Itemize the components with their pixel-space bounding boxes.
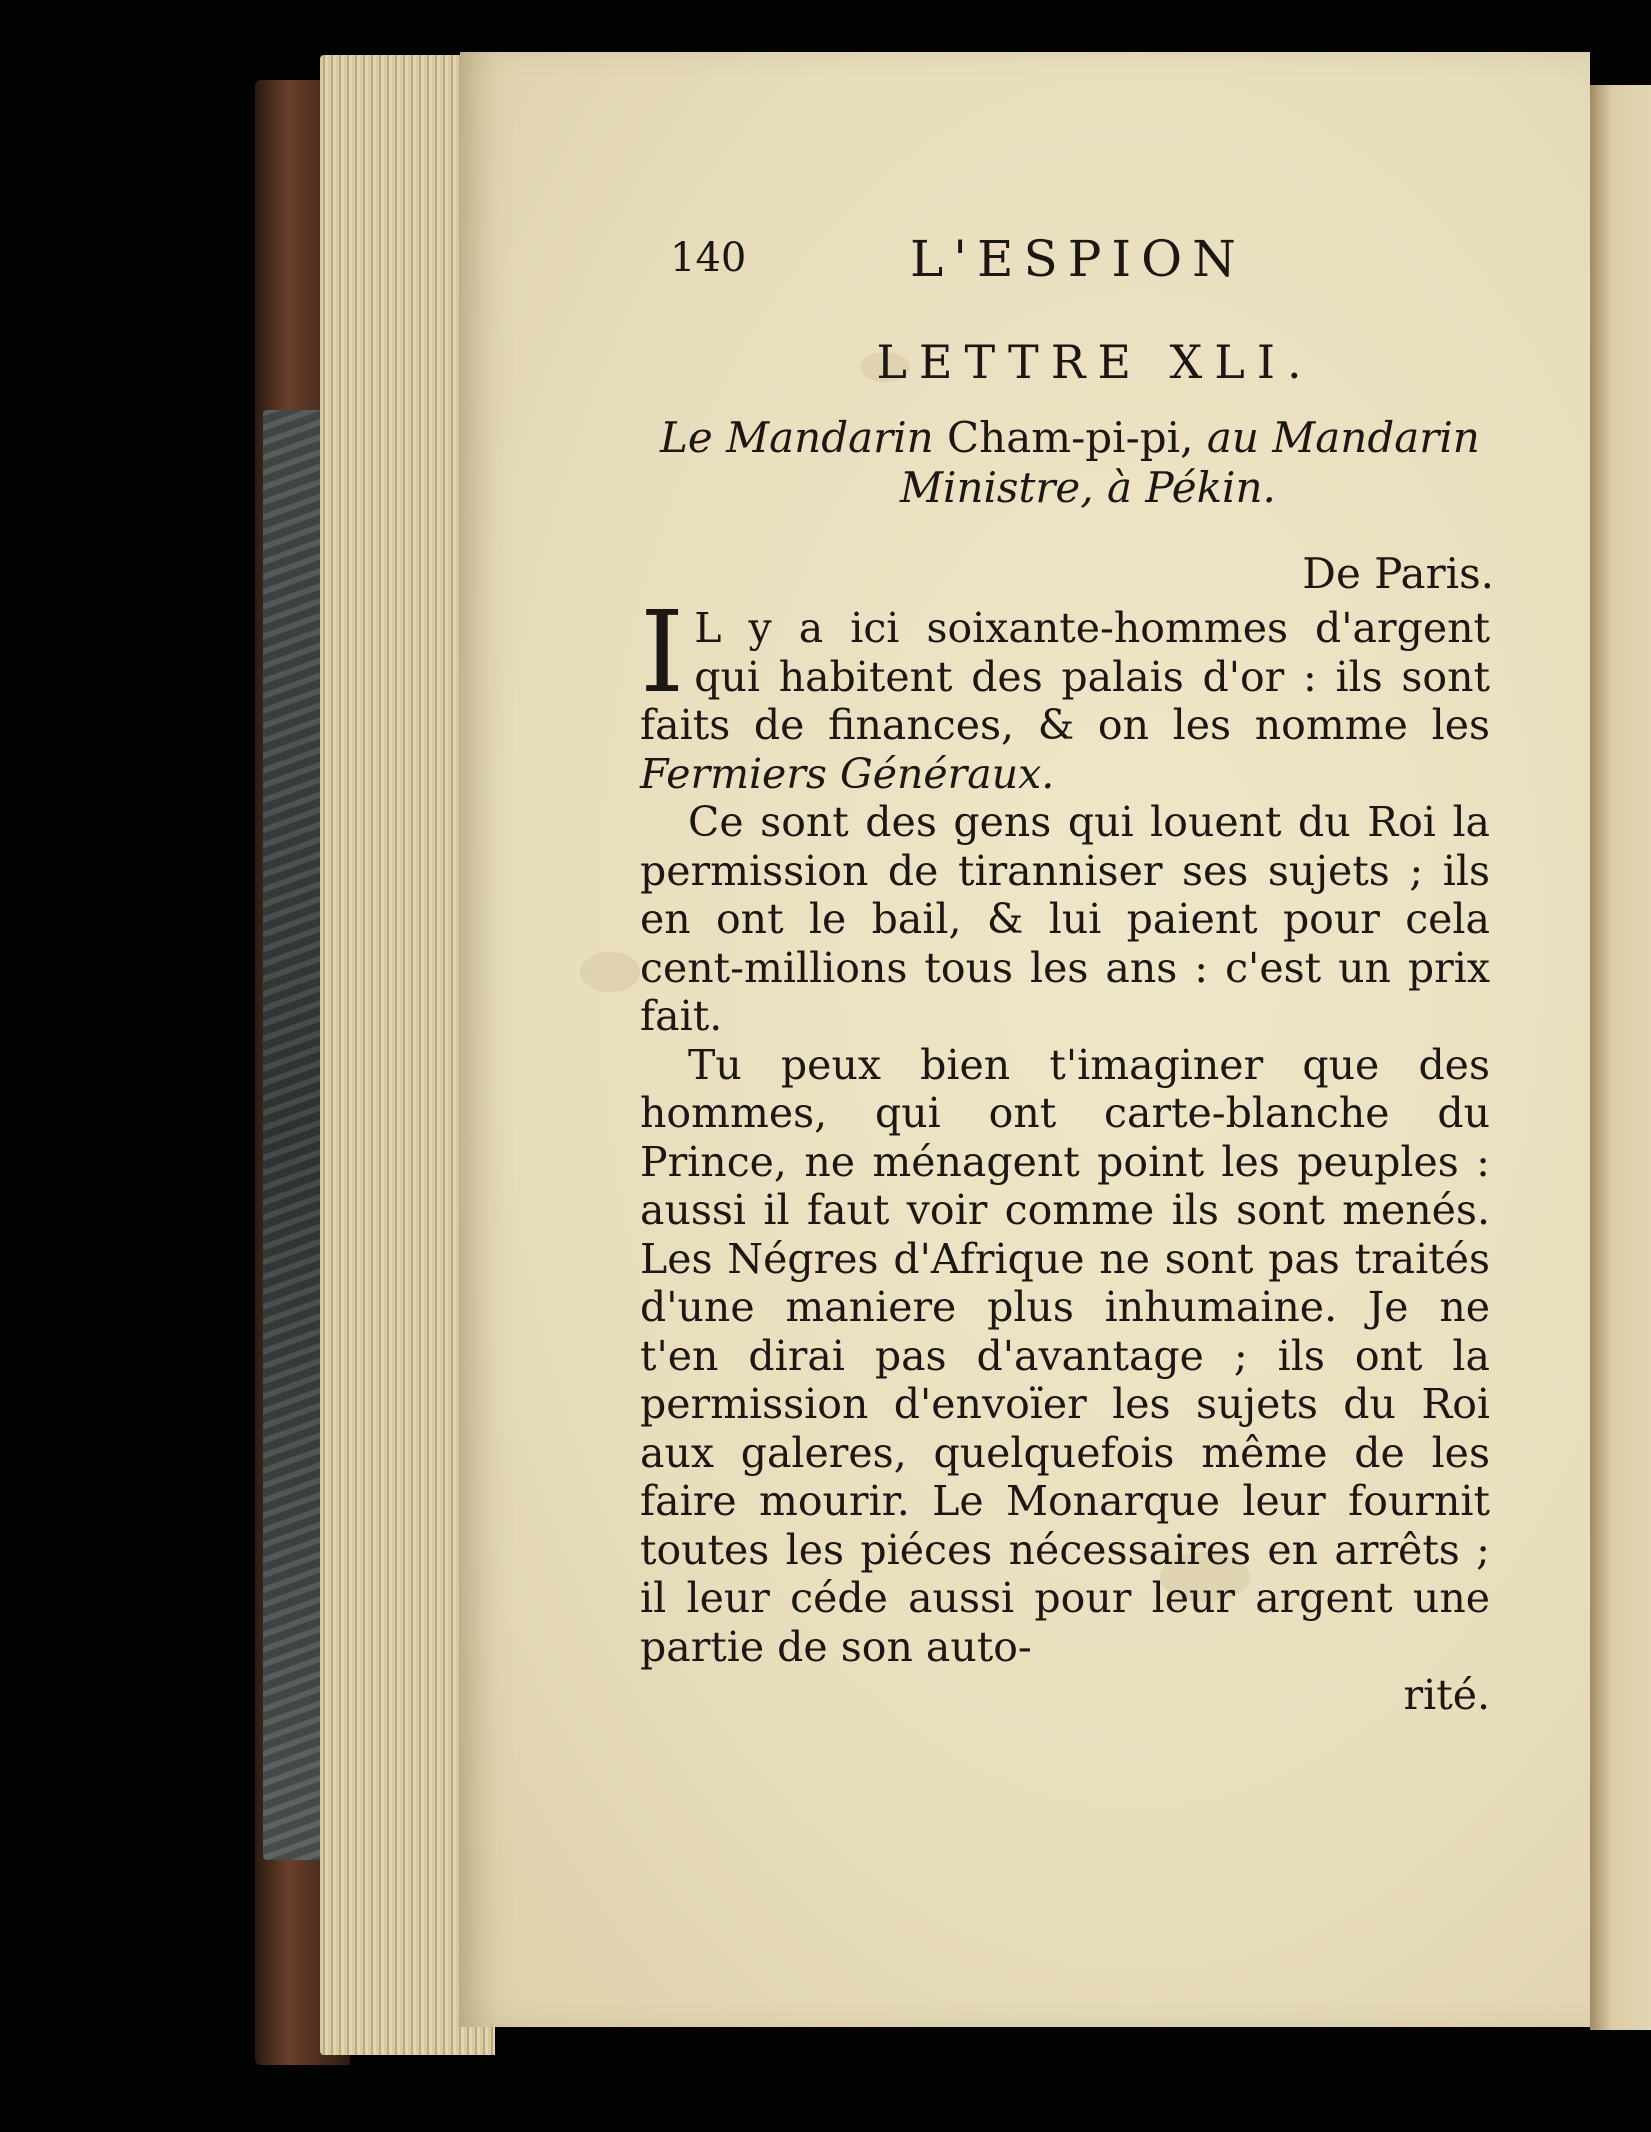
foxing-spot [580, 952, 640, 992]
paragraph-2: Ce sont des gens qui louent du Roi la permission de tiranniser ses sujets ; ils en ont le bail, & lui paient pour cela cent-millions tous les ans : c'est un prix fait. [640, 798, 1490, 1040]
address-name: Cham-pi-pi, [933, 413, 1207, 462]
address-line-2: Ministre, à Pékin. [900, 463, 1276, 512]
page-number: 140 [670, 235, 747, 281]
letter-address [660, 413, 1490, 513]
paragraph-1 [640, 588, 1490, 798]
dateline: De Paris. [1302, 549, 1494, 598]
running-title: L'ESPION [910, 230, 1246, 288]
page-text [640, 225, 1494, 1720]
drop-cap: I [640, 588, 685, 718]
address-recipient: au Mandarin [1206, 413, 1480, 462]
address-line-1 [660, 413, 1490, 463]
paragraph-1-text: L y a ici soixante-hommes d'argent qui habitent des palais d'or : ils sont faits de finances, & on les nomme les [640, 604, 1490, 749]
paragraph-3-last-word: rité. [1403, 1671, 1490, 1719]
address-sender: Le Mandarin [660, 413, 934, 462]
paragraph-1-italic: Fermiers Généraux. [640, 749, 1055, 798]
paragraph-3-text: Tu peux bien t'imaginer que des hommes, qui ont carte-blanche du Prince, ne ménagent point les peuples : aussi il faut voir comme ils sont menés. Les Négres d'Afrique ne sont pas traités d'une maniere plus inhumaine. Je ne t'en dirai pas d'avantage ; ils ont la permission d'envoïer les sujets du Roi aux galeres, quelquefois même de les faire mourir. Le Monarque leur fournit toutes les piéces nécessaires en arrêts ; il leur céde aussi pour leur argent une partie de son auto- [640, 1040, 1490, 1671]
letter-body [640, 588, 1490, 1720]
facing-page [1590, 85, 1651, 2030]
paragraph-3 [640, 1041, 1490, 1720]
letter-heading: LETTRE XLI. [876, 335, 1314, 389]
running-head [640, 225, 1490, 295]
